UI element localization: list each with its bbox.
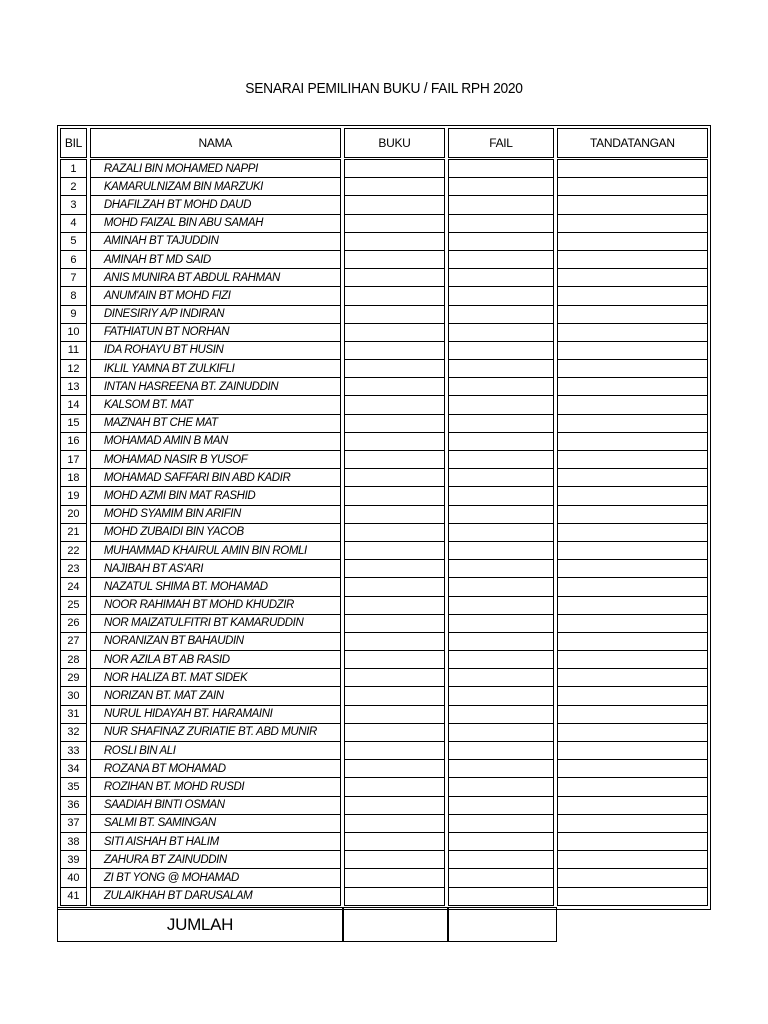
row-buku-cell[interactable] xyxy=(344,414,446,433)
row-signature-cell[interactable] xyxy=(557,759,708,778)
row-signature-cell[interactable] xyxy=(557,686,708,705)
row-number: 18 xyxy=(60,468,87,487)
row-signature-cell[interactable] xyxy=(557,614,708,633)
row-number: 27 xyxy=(60,632,87,651)
table-row xyxy=(60,524,708,542)
row-name: AMINAH BT MD SAID xyxy=(90,250,341,269)
row-fail-cell[interactable] xyxy=(448,650,554,669)
row-fail-cell[interactable] xyxy=(448,759,554,778)
row-name: ANIS MUNIRA BT ABDUL RAHMAN xyxy=(90,268,341,287)
table-row xyxy=(60,451,708,469)
table-row xyxy=(60,888,708,906)
row-buku-cell[interactable] xyxy=(344,741,446,760)
row-fail-cell[interactable] xyxy=(448,741,554,760)
table-row xyxy=(60,287,708,305)
row-name: MOHD ZUBAIDI BIN YACOB xyxy=(90,523,341,542)
row-fail-cell[interactable] xyxy=(448,486,554,505)
row-signature-cell[interactable] xyxy=(557,159,708,178)
row-buku-cell[interactable] xyxy=(344,432,446,451)
selection-table xyxy=(60,128,708,906)
row-number: 4 xyxy=(60,214,87,233)
row-buku-cell[interactable] xyxy=(344,796,446,815)
row-signature-cell[interactable] xyxy=(557,305,708,324)
row-fail-cell[interactable] xyxy=(448,596,554,615)
row-number: 15 xyxy=(60,414,87,433)
row-number: 10 xyxy=(60,323,87,342)
row-buku-cell[interactable] xyxy=(344,577,446,596)
row-number: 41 xyxy=(60,887,87,906)
row-signature-cell[interactable] xyxy=(557,250,708,269)
row-signature-cell[interactable] xyxy=(557,359,708,378)
table-row xyxy=(60,687,708,705)
row-buku-cell[interactable] xyxy=(344,268,446,287)
table-row xyxy=(60,487,708,505)
row-name: NOOR RAHIMAH BT MOHD KHUDZIR xyxy=(90,596,341,615)
row-name: IKLIL YAMNA BT ZULKIFLI xyxy=(90,359,341,378)
table-row xyxy=(60,724,708,742)
row-fail-cell[interactable] xyxy=(448,632,554,651)
row-number: 20 xyxy=(60,505,87,524)
row-fail-cell[interactable] xyxy=(448,832,554,851)
row-number: 5 xyxy=(60,232,87,251)
table-row xyxy=(60,615,708,633)
row-number: 31 xyxy=(60,705,87,724)
row-fail-cell[interactable] xyxy=(448,723,554,742)
row-name: KALSOM BT. MAT xyxy=(90,395,341,414)
row-buku-cell[interactable] xyxy=(344,214,446,233)
row-name: NURUL HIDAYAH BT. HARAMAINI xyxy=(90,705,341,724)
row-signature-cell[interactable] xyxy=(557,268,708,287)
table-row xyxy=(60,560,708,578)
row-buku-cell[interactable] xyxy=(344,541,446,560)
table-row xyxy=(60,778,708,796)
row-buku-cell[interactable] xyxy=(344,868,446,887)
row-buku-cell[interactable] xyxy=(344,468,446,487)
row-signature-cell[interactable] xyxy=(557,377,708,396)
table-row xyxy=(60,869,708,887)
table-row xyxy=(60,706,708,724)
row-signature-cell[interactable] xyxy=(557,414,708,433)
table-row xyxy=(60,378,708,396)
row-name: NAJIBAH BT AS'ARI xyxy=(90,559,341,578)
row-fail-cell[interactable] xyxy=(448,359,554,378)
row-fail-cell[interactable] xyxy=(448,814,554,833)
row-number: 21 xyxy=(60,523,87,542)
table-row xyxy=(60,469,708,487)
row-buku-cell[interactable] xyxy=(344,450,446,469)
row-buku-cell[interactable] xyxy=(344,850,446,869)
table-row xyxy=(60,506,708,524)
row-fail-cell[interactable] xyxy=(448,868,554,887)
header-bil: BIL xyxy=(60,128,87,158)
table-row xyxy=(60,160,708,178)
row-buku-cell[interactable] xyxy=(344,377,446,396)
row-signature-cell[interactable] xyxy=(557,832,708,851)
row-signature-cell[interactable] xyxy=(557,341,708,360)
row-signature-cell[interactable] xyxy=(557,468,708,487)
row-number: 35 xyxy=(60,777,87,796)
row-number: 16 xyxy=(60,432,87,451)
table-row xyxy=(60,433,708,451)
row-fail-cell[interactable] xyxy=(448,614,554,633)
row-number: 30 xyxy=(60,686,87,705)
row-buku-cell[interactable] xyxy=(344,777,446,796)
row-signature-cell[interactable] xyxy=(557,486,708,505)
document-title: SENARAI PEMILIHAN BUKU / FAIL RPH 2020 xyxy=(245,80,523,97)
row-fail-cell[interactable] xyxy=(448,705,554,724)
row-name: ZI BT YONG @ MOHAMAD xyxy=(90,868,341,887)
total-fail-cell[interactable] xyxy=(448,907,557,942)
row-number: 19 xyxy=(60,486,87,505)
row-name: ZULAIKHAH BT DARUSALAM xyxy=(90,887,341,906)
row-fail-cell[interactable] xyxy=(448,777,554,796)
table-row xyxy=(60,196,708,214)
table-row xyxy=(60,851,708,869)
row-number: 32 xyxy=(60,723,87,742)
row-name: MOHD SYAMIM BIN ARIFIN xyxy=(90,505,341,524)
row-signature-cell[interactable] xyxy=(557,177,708,196)
total-row xyxy=(57,907,557,942)
row-name: INTAN HASREENA BT. ZAINUDDIN xyxy=(90,377,341,396)
table-row xyxy=(60,597,708,615)
row-buku-cell[interactable] xyxy=(344,632,446,651)
table-row xyxy=(60,233,708,251)
row-number: 12 xyxy=(60,359,87,378)
row-number: 13 xyxy=(60,377,87,396)
row-name: IDA ROHAYU BT HUSIN xyxy=(90,341,341,360)
row-signature-cell[interactable] xyxy=(557,541,708,560)
row-buku-cell[interactable] xyxy=(344,705,446,724)
row-fail-cell[interactable] xyxy=(448,414,554,433)
row-signature-cell[interactable] xyxy=(557,777,708,796)
row-number: 25 xyxy=(60,596,87,615)
row-number: 6 xyxy=(60,250,87,269)
row-number: 37 xyxy=(60,814,87,833)
row-number: 24 xyxy=(60,577,87,596)
row-fail-cell[interactable] xyxy=(448,159,554,178)
row-fail-cell[interactable] xyxy=(448,850,554,869)
row-name: NUR SHAFINAZ ZURIATIE BT. ABD MUNIR xyxy=(90,723,341,742)
row-name: MUHAMMAD KHAIRUL AMIN BIN ROMLI xyxy=(90,541,341,560)
row-buku-cell[interactable] xyxy=(344,232,446,251)
table-row xyxy=(60,215,708,233)
row-buku-cell[interactable] xyxy=(344,723,446,742)
row-name: ROSLI BIN ALI xyxy=(90,741,341,760)
row-signature-cell[interactable] xyxy=(557,887,708,906)
row-signature-cell[interactable] xyxy=(557,232,708,251)
row-signature-cell[interactable] xyxy=(557,195,708,214)
row-number: 23 xyxy=(60,559,87,578)
row-number: 39 xyxy=(60,850,87,869)
row-buku-cell[interactable] xyxy=(344,177,446,196)
row-number: 28 xyxy=(60,650,87,669)
row-number: 3 xyxy=(60,195,87,214)
table-row xyxy=(60,833,708,851)
row-signature-cell[interactable] xyxy=(557,723,708,742)
row-signature-cell[interactable] xyxy=(557,596,708,615)
row-signature-cell[interactable] xyxy=(557,796,708,815)
row-number: 11 xyxy=(60,341,87,360)
row-name: RAZALI BIN MOHAMED NAPPI xyxy=(90,159,341,178)
row-buku-cell[interactable] xyxy=(344,286,446,305)
row-fail-cell[interactable] xyxy=(448,195,554,214)
row-number: 36 xyxy=(60,796,87,815)
table-row xyxy=(60,342,708,360)
row-number: 2 xyxy=(60,177,87,196)
row-number: 26 xyxy=(60,614,87,633)
row-signature-cell[interactable] xyxy=(557,523,708,542)
row-buku-cell[interactable] xyxy=(344,668,446,687)
row-buku-cell[interactable] xyxy=(344,814,446,833)
row-buku-cell[interactable] xyxy=(344,614,446,633)
row-number: 1 xyxy=(60,159,87,178)
row-signature-cell[interactable] xyxy=(557,286,708,305)
header-buku: BUKU xyxy=(344,128,446,158)
header-fail: FAIL xyxy=(448,128,554,158)
row-buku-cell[interactable] xyxy=(344,486,446,505)
table-row xyxy=(60,633,708,651)
row-name: MAZNAH BT CHE MAT xyxy=(90,414,341,433)
row-fail-cell[interactable] xyxy=(448,541,554,560)
row-buku-cell[interactable] xyxy=(344,195,446,214)
table-row xyxy=(60,306,708,324)
row-number: 34 xyxy=(60,759,87,778)
row-number: 7 xyxy=(60,268,87,287)
row-number: 33 xyxy=(60,741,87,760)
row-signature-cell[interactable] xyxy=(557,850,708,869)
header-nama: NAMA xyxy=(90,128,341,158)
table-row xyxy=(60,669,708,687)
row-fail-cell[interactable] xyxy=(448,559,554,578)
row-buku-cell[interactable] xyxy=(344,686,446,705)
row-buku-cell[interactable] xyxy=(344,395,446,414)
row-signature-cell[interactable] xyxy=(557,395,708,414)
row-name: ROZIHAN BT. MOHD RUSDI xyxy=(90,777,341,796)
row-name: NOR MAIZATULFITRI BT KAMARUDDIN xyxy=(90,614,341,633)
row-signature-cell[interactable] xyxy=(557,505,708,524)
row-name: DINESIRIY A/P INDIRAN xyxy=(90,305,341,324)
row-number: 38 xyxy=(60,832,87,851)
row-number: 9 xyxy=(60,305,87,324)
row-number: 17 xyxy=(60,450,87,469)
row-name: FATHIATUN BT NORHAN xyxy=(90,323,341,342)
row-number: 40 xyxy=(60,868,87,887)
row-name: KAMARULNIZAM BIN MARZUKI xyxy=(90,177,341,196)
row-fail-cell[interactable] xyxy=(448,305,554,324)
table-row xyxy=(60,578,708,596)
row-buku-cell[interactable] xyxy=(344,832,446,851)
row-name: NAZATUL SHIMA BT. MOHAMAD xyxy=(90,577,341,596)
total-buku-cell[interactable] xyxy=(343,907,448,942)
row-signature-cell[interactable] xyxy=(557,650,708,669)
row-fail-cell[interactable] xyxy=(448,323,554,342)
row-fail-cell[interactable] xyxy=(448,577,554,596)
row-buku-cell[interactable] xyxy=(344,596,446,615)
table-row xyxy=(60,251,708,269)
row-fail-cell[interactable] xyxy=(448,468,554,487)
row-buku-cell[interactable] xyxy=(344,305,446,324)
row-name: MOHD FAIZAL BIN ABU SAMAH xyxy=(90,214,341,233)
table-row xyxy=(60,324,708,342)
row-fail-cell[interactable] xyxy=(448,286,554,305)
row-fail-cell[interactable] xyxy=(448,432,554,451)
table-header-row xyxy=(60,128,708,158)
row-signature-cell[interactable] xyxy=(557,868,708,887)
row-name: DHAFILZAH BT MOHD DAUD xyxy=(90,195,341,214)
row-fail-cell[interactable] xyxy=(448,177,554,196)
row-name: NOR HALIZA BT. MAT SIDEK xyxy=(90,668,341,687)
row-name: MOHD AZMI BIN MAT RASHID xyxy=(90,486,341,505)
row-number: 8 xyxy=(60,286,87,305)
row-buku-cell[interactable] xyxy=(344,759,446,778)
row-signature-cell[interactable] xyxy=(557,577,708,596)
row-fail-cell[interactable] xyxy=(448,250,554,269)
row-buku-cell[interactable] xyxy=(344,341,446,360)
row-name: AMINAH BT TAJUDDIN xyxy=(90,232,341,251)
table-row xyxy=(60,360,708,378)
row-name: SITI AISHAH BT HALIM xyxy=(90,832,341,851)
table-row xyxy=(60,742,708,760)
table-row xyxy=(60,815,708,833)
row-fail-cell[interactable] xyxy=(448,395,554,414)
row-number: 14 xyxy=(60,395,87,414)
table-row xyxy=(60,797,708,815)
row-name: SAADIAH BINTI OSMAN xyxy=(90,796,341,815)
row-signature-cell[interactable] xyxy=(557,668,708,687)
row-buku-cell[interactable] xyxy=(344,887,446,906)
row-buku-cell[interactable] xyxy=(344,505,446,524)
row-number: 22 xyxy=(60,541,87,560)
row-fail-cell[interactable] xyxy=(448,523,554,542)
row-signature-cell[interactable] xyxy=(557,814,708,833)
row-buku-cell[interactable] xyxy=(344,250,446,269)
table-row xyxy=(60,178,708,196)
row-signature-cell[interactable] xyxy=(557,214,708,233)
row-fail-cell[interactable] xyxy=(448,668,554,687)
row-buku-cell[interactable] xyxy=(344,650,446,669)
row-fail-cell[interactable] xyxy=(448,796,554,815)
table-row xyxy=(60,651,708,669)
table-row xyxy=(60,269,708,287)
row-buku-cell[interactable] xyxy=(344,159,446,178)
table-row xyxy=(60,396,708,414)
table-row xyxy=(60,542,708,560)
row-signature-cell[interactable] xyxy=(557,450,708,469)
total-label: JUMLAH xyxy=(57,907,343,942)
row-fail-cell[interactable] xyxy=(448,450,554,469)
row-name: ZAHURA BT ZAINUDDIN xyxy=(90,850,341,869)
row-name: MOHAMAD SAFFARI BIN ABD KADIR xyxy=(90,468,341,487)
row-buku-cell[interactable] xyxy=(344,323,446,342)
row-fail-cell[interactable] xyxy=(448,887,554,906)
row-name: SALMI BT. SAMINGAN xyxy=(90,814,341,833)
table-row xyxy=(60,760,708,778)
header-tandatangan: TANDATANGAN xyxy=(557,128,708,158)
row-buku-cell[interactable] xyxy=(344,523,446,542)
row-signature-cell[interactable] xyxy=(557,705,708,724)
row-name: MOHAMAD AMIN B MAN xyxy=(90,432,341,451)
row-fail-cell[interactable] xyxy=(448,232,554,251)
row-fail-cell[interactable] xyxy=(448,268,554,287)
row-name: NORIZAN BT. MAT ZAIN xyxy=(90,686,341,705)
row-signature-cell[interactable] xyxy=(557,432,708,451)
table-body xyxy=(60,160,708,906)
row-buku-cell[interactable] xyxy=(344,559,446,578)
row-fail-cell[interactable] xyxy=(448,377,554,396)
row-signature-cell[interactable] xyxy=(557,323,708,342)
row-fail-cell[interactable] xyxy=(448,505,554,524)
row-signature-cell[interactable] xyxy=(557,632,708,651)
row-number: 29 xyxy=(60,668,87,687)
table-row xyxy=(60,415,708,433)
row-fail-cell[interactable] xyxy=(448,341,554,360)
row-buku-cell[interactable] xyxy=(344,359,446,378)
row-name: NORANIZAN BT BAHAUDIN xyxy=(90,632,341,651)
row-fail-cell[interactable] xyxy=(448,214,554,233)
row-name: MOHAMAD NASIR B YUSOF xyxy=(90,450,341,469)
row-signature-cell[interactable] xyxy=(557,559,708,578)
row-name: NOR AZILA BT AB RASID xyxy=(90,650,341,669)
row-fail-cell[interactable] xyxy=(448,686,554,705)
row-name: ANUM'AIN BT MOHD FIZI xyxy=(90,286,341,305)
row-name: ROZANA BT MOHAMAD xyxy=(90,759,341,778)
row-signature-cell[interactable] xyxy=(557,741,708,760)
